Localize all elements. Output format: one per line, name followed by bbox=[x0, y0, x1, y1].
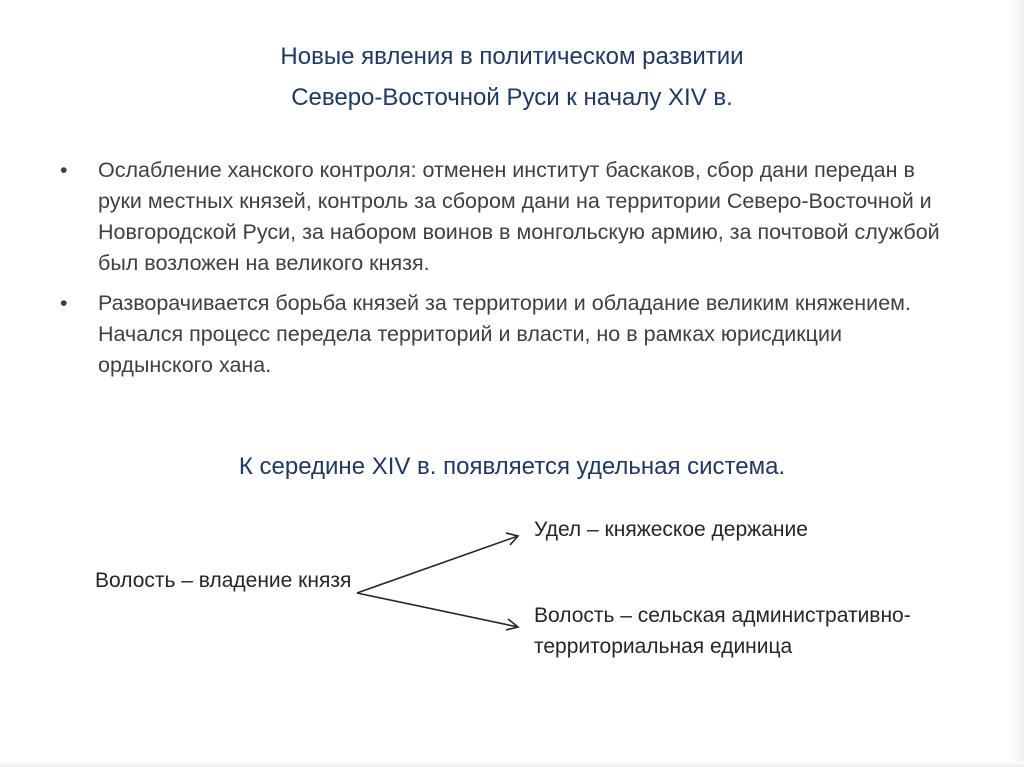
title-line-2: Северо-Восточной Руси к началу XIV в. bbox=[291, 84, 733, 111]
diagram-top-branch-node: Удел – княжеское держание bbox=[534, 518, 808, 541]
diagram-bottom-branch-node: Волость – сельская административно-территориальная единица bbox=[534, 604, 911, 658]
bullet-marker: • bbox=[60, 291, 68, 315]
subheading: К середине XIV в. появляется удельная система. bbox=[238, 453, 786, 480]
arrow-to-bottom-branch bbox=[357, 593, 518, 627]
bullet-marker: • bbox=[60, 158, 68, 182]
title-line-1: Новые явления в политическом развитии bbox=[280, 43, 744, 70]
arrow-to-top-branch bbox=[357, 536, 518, 593]
bullet-text: Разворачивается борьба князей за территории и обладание великим княжением. Начался процесс передела территорий и власти, но в рамках юрисдикции ордынского хана. bbox=[98, 291, 911, 377]
bullet-text: Ослабление ханского контроля: отменен институт баскаков, сбор дани передан в руки местных князей, контроль за сбором дани на территории Северо-Восточной и Новгородской Руси, за набором воинов в монгольскую армию, за почтовой службой был возложен на великого князя. bbox=[98, 158, 940, 275]
diagram-source-node: Волость – владение князя bbox=[95, 569, 352, 592]
